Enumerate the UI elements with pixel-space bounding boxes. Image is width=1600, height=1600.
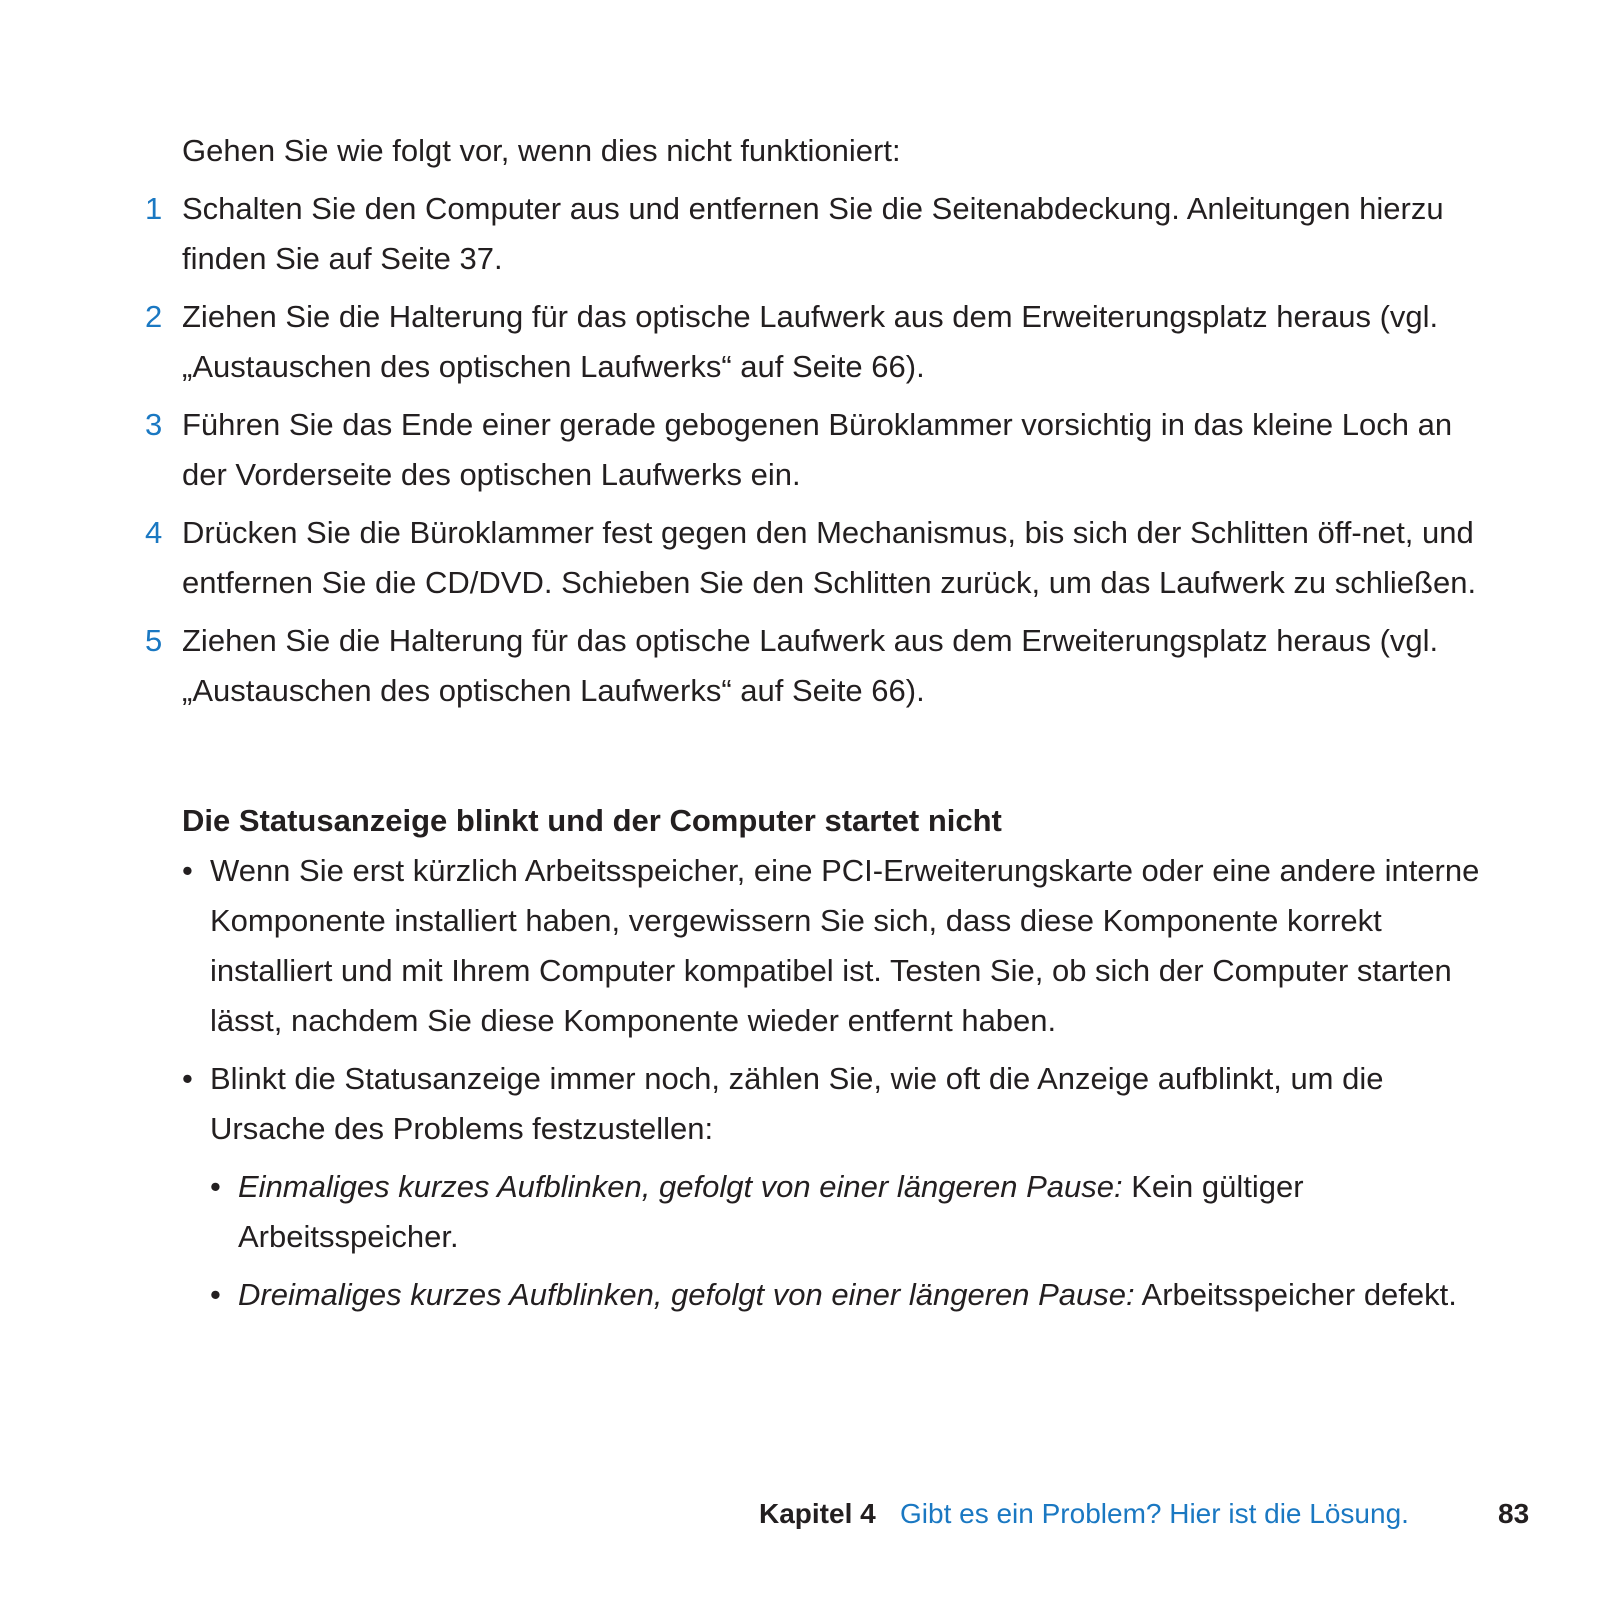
step-text: Ziehen Sie die Halterung für das optische Laufwerk aus dem Erweiterungsplatz heraus (vgl.„Austauschen des optischen Laufwerks“ auf Seite 66). [182,623,1439,708]
sub-bullet-list [210,1162,1478,1328]
step-number: 3 [145,407,163,442]
step-item [145,292,1482,392]
step-item [145,508,1482,608]
bullet-icon: • [210,1277,221,1312]
step-text: Ziehen Sie die Halterung für das optische Laufwerk aus dem Erweiterungsplatz heraus (vgl.„Austauschen des optischen Laufwerks“ auf Seite 66). [182,299,1439,384]
step-item [145,400,1482,500]
bullet-icon: • [210,1169,221,1204]
bullet-text: Blinkt die Statusanzeige immer noch, zählen Sie, wie oft die Anzeige aufblinkt, um die Ursache des Problems festzustellen: [210,1061,1384,1146]
intro-paragraph: Gehen Sie wie folgt vor, wenn dies nicht funktioniert: [182,133,901,168]
sub-bullet-item [210,1162,1478,1262]
page-number: 83 [1498,1498,1530,1529]
bullet-text: Wenn Sie erst kürzlich Arbeitsspeicher, eine PCI-Erweiterungskarte oder eine andere interne Komponente installiert haben, vergewissern Sie sich, dass diese Komponente korrekt installiert und mit Ihrem Computer kompatibel ist. Testen Sie, ob sich der Computer starten lässt, nachdem Sie diese Komponente wieder entfernt haben. [210,853,1480,1038]
footer-chapter: Kapitel 4 [759,1498,876,1529]
sub-bullet-text: Kein gültiger Arbeitsspeicher. [238,1169,1304,1254]
step-number: 2 [145,299,163,334]
sub-bullet-text: Arbeitsspeicher defekt. [1141,1277,1457,1312]
bullet-icon: • [182,853,193,888]
page-footer [0,1494,1600,1534]
footer-chapter-title: Gibt es ein Problem? Hier ist die Lösung. [900,1498,1409,1529]
step-text: Drücken Sie die Büroklammer fest gegen den Mechanismus, bis sich der Schlitten öff-net, und entfernen Sie die CD/DVD. Schieben Sie den Schlitten zurück, um das Laufwerk zu schließen. [182,515,1477,600]
step-number: 5 [145,623,163,658]
step-item [145,184,1482,284]
bullet-item [182,846,1490,1046]
step-item [145,616,1482,716]
sub-bullet-item [210,1270,1478,1320]
bullet-list [182,846,1490,1162]
section-heading: Die Statusanzeige blinkt und der Computer startet nicht [182,803,1002,838]
steps-list [145,184,1482,724]
sub-bullet-label: Einmaliges kurzes Aufblinken, gefolgt von einer längeren Pause: [238,1169,1123,1204]
step-text: Schalten Sie den Computer aus und entfernen Sie die Seitenabdeckung. Anleitungen hierzu finden Sie auf Seite 37. [182,191,1444,276]
bullet-item [182,1054,1490,1154]
bullet-icon: • [182,1061,193,1096]
step-number: 1 [145,191,163,226]
sub-bullet-label: Dreimaliges kurzes Aufblinken, gefolgt von einer längeren Pause: [238,1277,1135,1312]
step-text: Führen Sie das Ende einer gerade gebogenen Büroklammer vorsichtig in das kleine Loch an der Vorderseite des optischen Laufwerks ein. [182,407,1453,492]
step-number: 4 [145,515,163,550]
